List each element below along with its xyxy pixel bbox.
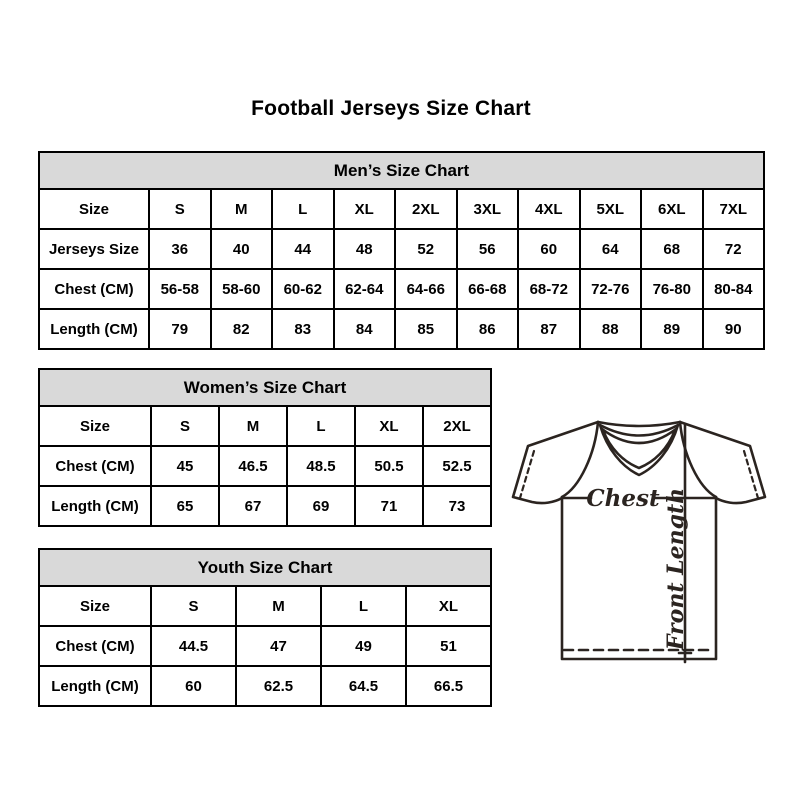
value-cell: 68 (641, 229, 703, 269)
value-cell: 73 (423, 486, 491, 526)
left-sleeve-outline (513, 422, 598, 503)
value-cell: M (236, 586, 321, 626)
value-cell: 76-80 (641, 269, 703, 309)
table-title-cell: Men’s Size Chart (39, 152, 764, 189)
value-cell: 2XL (395, 189, 457, 229)
table-row (39, 309, 764, 349)
value-cell: M (211, 189, 273, 229)
value-cell: 64-66 (395, 269, 457, 309)
value-cell: 52 (395, 229, 457, 269)
row-label-cell: Length (CM) (39, 666, 151, 706)
value-cell: 51 (406, 626, 491, 666)
value-cell: 3XL (457, 189, 519, 229)
value-cell: 44 (272, 229, 334, 269)
table-row (39, 269, 764, 309)
row-label-cell: Length (CM) (39, 309, 149, 349)
value-cell: L (272, 189, 334, 229)
value-cell: 80-84 (703, 269, 765, 309)
table-title-cell: Youth Size Chart (39, 549, 491, 586)
row-label-cell: Size (39, 586, 151, 626)
value-cell: S (151, 586, 236, 626)
front-length-measure-label: Front Length (663, 487, 689, 651)
value-cell: 86 (457, 309, 519, 349)
value-cell: 7XL (703, 189, 765, 229)
jersey-measurement-diagram (510, 416, 768, 668)
value-cell: 50.5 (355, 446, 423, 486)
page-title: Football Jerseys Size Chart (251, 97, 531, 120)
value-cell: 48 (334, 229, 396, 269)
value-cell: 83 (272, 309, 334, 349)
value-cell: 52.5 (423, 446, 491, 486)
row-label-cell: Jerseys Size (39, 229, 149, 269)
value-cell: 66-68 (457, 269, 519, 309)
table-row (39, 446, 491, 486)
value-cell: 84 (334, 309, 396, 349)
value-cell: 58-60 (211, 269, 273, 309)
table-row (39, 406, 491, 446)
jersey-outline-drawing (510, 416, 768, 668)
value-cell: S (149, 189, 211, 229)
value-cell: 65 (151, 486, 219, 526)
value-cell: 46.5 (219, 446, 287, 486)
body-outline (562, 497, 716, 659)
value-cell: 88 (580, 309, 642, 349)
value-cell: 87 (518, 309, 580, 349)
value-cell: 56-58 (149, 269, 211, 309)
mens-size-table (38, 151, 765, 350)
value-cell: 60 (151, 666, 236, 706)
value-cell: 62.5 (236, 666, 321, 706)
table-header-row (39, 369, 491, 406)
value-cell: 44.5 (151, 626, 236, 666)
value-cell: 47 (236, 626, 321, 666)
collar-back-line (598, 422, 680, 426)
value-cell: 66.5 (406, 666, 491, 706)
value-cell: 49 (321, 626, 406, 666)
value-cell: 69 (287, 486, 355, 526)
value-cell: 71 (355, 486, 423, 526)
value-cell: 6XL (641, 189, 703, 229)
value-cell: 64.5 (321, 666, 406, 706)
value-cell: 79 (149, 309, 211, 349)
value-cell: 62-64 (334, 269, 396, 309)
value-cell: 45 (151, 446, 219, 486)
value-cell: 60 (518, 229, 580, 269)
row-label-cell: Size (39, 189, 149, 229)
row-label-cell: Length (CM) (39, 486, 151, 526)
table-row (39, 189, 764, 229)
chest-measure-label: Chest (586, 485, 660, 512)
value-cell: 2XL (423, 406, 491, 446)
value-cell: 40 (211, 229, 273, 269)
value-cell: 60-62 (272, 269, 334, 309)
value-cell: XL (355, 406, 423, 446)
value-cell: L (287, 406, 355, 446)
value-cell: 90 (703, 309, 765, 349)
value-cell: 36 (149, 229, 211, 269)
value-cell: L (321, 586, 406, 626)
value-cell: 67 (219, 486, 287, 526)
table-header-row (39, 549, 491, 586)
row-label-cell: Chest (CM) (39, 626, 151, 666)
table-row (39, 626, 491, 666)
value-cell: 56 (457, 229, 519, 269)
value-cell: 72-76 (580, 269, 642, 309)
womens-size-table (38, 368, 492, 527)
value-cell: 4XL (518, 189, 580, 229)
row-label-cell: Chest (CM) (39, 269, 149, 309)
table-row (39, 586, 491, 626)
row-label-cell: Size (39, 406, 151, 446)
left-cuff-stitch-dashes (520, 451, 534, 498)
value-cell: M (219, 406, 287, 446)
value-cell: 82 (211, 309, 273, 349)
value-cell: 68-72 (518, 269, 580, 309)
value-cell: 64 (580, 229, 642, 269)
youth-size-table (38, 548, 492, 707)
value-cell: S (151, 406, 219, 446)
table-header-row (39, 152, 764, 189)
table-row (39, 229, 764, 269)
value-cell: XL (334, 189, 396, 229)
table-row (39, 486, 491, 526)
value-cell: 89 (641, 309, 703, 349)
value-cell: 48.5 (287, 446, 355, 486)
table-row (39, 666, 491, 706)
table-title-cell: Women’s Size Chart (39, 369, 491, 406)
right-cuff-stitch-dashes (744, 451, 758, 498)
value-cell: 72 (703, 229, 765, 269)
row-label-cell: Chest (CM) (39, 446, 151, 486)
value-cell: 85 (395, 309, 457, 349)
right-sleeve-outline (680, 422, 765, 503)
value-cell: XL (406, 586, 491, 626)
value-cell: 5XL (580, 189, 642, 229)
